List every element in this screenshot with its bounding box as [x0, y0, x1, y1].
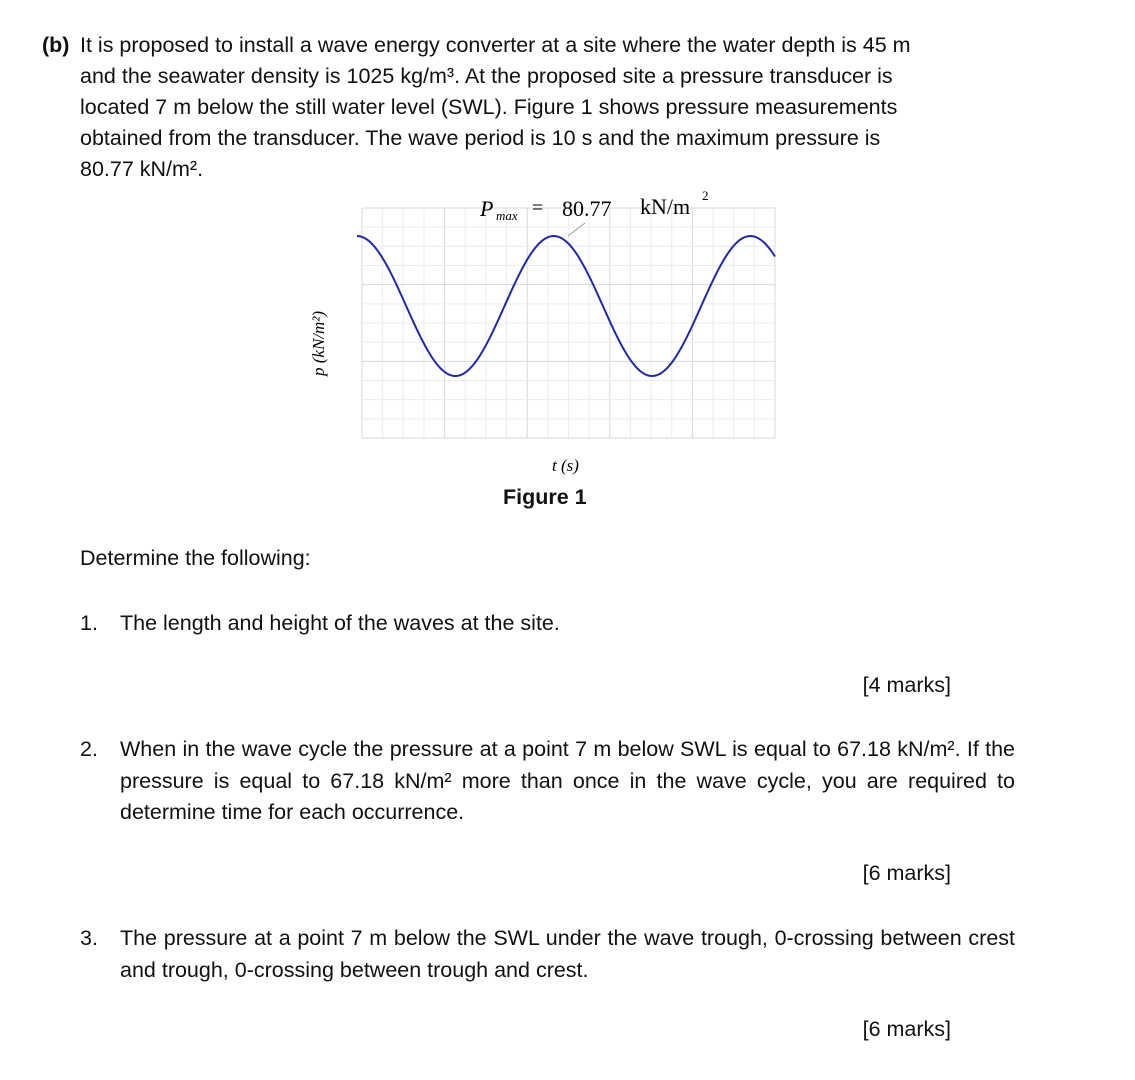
- pressure-wave-line: [357, 236, 775, 376]
- pmax-subscript: max: [496, 208, 518, 223]
- figure-caption: Figure 1: [503, 485, 587, 509]
- y-axis-label: p (kN/m²): [309, 310, 328, 376]
- question-number: 2.: [80, 737, 98, 761]
- intro-line: obtained from the transducer. The wave period is 10 s and the maximum pressure is: [80, 126, 881, 150]
- pmax-symbol: P: [480, 196, 494, 221]
- question-text: The pressure at a point 7 m below the SWL under the wave trough, 0-crossing between crest and trough, 0-crossing between trough and crest.: [120, 926, 1015, 982]
- question-number: 1.: [80, 611, 98, 635]
- pressure-figure: [300, 188, 800, 475]
- pmax-superscript: 2: [702, 188, 709, 203]
- question-number: 3.: [80, 926, 98, 950]
- pressure-chart: [300, 188, 800, 475]
- x-axis-label: t (s): [552, 456, 579, 475]
- question-2: [80, 734, 1015, 829]
- intro-line: 80.77 kN/m².: [80, 157, 204, 181]
- pmax-equals: =: [532, 197, 544, 219]
- pmax-leader-line: [568, 223, 585, 236]
- part-label: (b): [42, 33, 70, 57]
- question-text: The length and height of the waves at the site.: [120, 611, 560, 635]
- question-1-marks: [4 marks]: [862, 673, 951, 697]
- pmax-value: 80.77: [562, 196, 612, 221]
- question-1: [80, 608, 1015, 640]
- question-text: When in the wave cycle the pressure at a point 7 m below SWL is equal to 67.18 kN/m². If the pressure is equal to 67.18 kN/m² more than once in the wave cycle, you are required to determine time for each occurrence.: [120, 737, 1015, 824]
- intro-line: It is proposed to install a wave energy converter at a site where the water depth is 45 m: [80, 33, 911, 57]
- pmax-unit: kN/m: [640, 194, 691, 219]
- determine-heading: Determine the following:: [80, 546, 311, 570]
- intro-line: and the seawater density is 1025 kg/m³. At the proposed site a pressure transducer is: [80, 64, 893, 88]
- problem-statement: [42, 30, 1017, 185]
- question-3: [80, 923, 1015, 986]
- question-3-marks: [6 marks]: [862, 1017, 951, 1041]
- intro-line: located 7 m below the still water level (SWL). Figure 1 shows pressure measurements: [80, 95, 898, 119]
- question-2-marks: [6 marks]: [862, 861, 951, 885]
